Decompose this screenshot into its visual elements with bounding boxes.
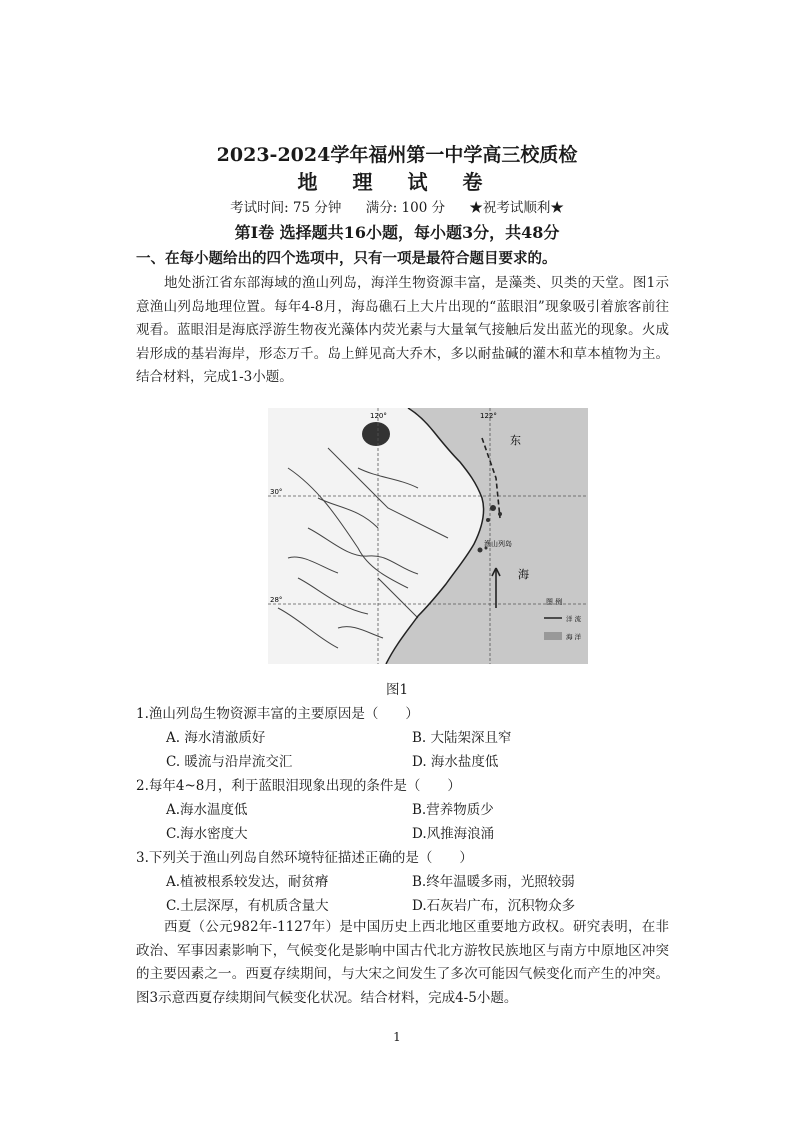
sea-label-2: 海 [518,568,529,581]
section-heading: 第Ⅰ卷 选择题共16小题，每小题3分，共48分 [234,223,560,242]
q1-option-b[interactable]: B. 大陆架深且窄 [412,730,512,746]
map-svg [268,408,588,664]
instruction: 一、在每小题给出的四个选项中，只有一项是最符合题目要求的。 [136,250,557,267]
exam-score: 满分: 100 分 [365,200,446,216]
q3-option-b[interactable]: B.终年温暖多雨，光照较弱 [412,874,575,890]
lon-122-label: 122° [480,412,497,420]
q2-option-a[interactable]: A.海水温度低 [166,802,248,818]
lat-28-label: 28° [270,596,283,604]
lake [362,422,390,446]
exam-subtitle: 地 理 试 卷 [297,170,497,194]
q1-option-d[interactable]: D. 海水盐度低 [412,754,499,770]
q2-option-b[interactable]: B.营养物质少 [412,802,494,818]
q3-option-c[interactable]: C.土层深厚，有机质含量大 [166,898,329,914]
exam-wish: ★祝考试顺利★ [469,200,564,216]
legend-sea-label: 海 洋 [566,633,582,641]
page-number: 1 [393,1030,401,1044]
question-3: 3.下列关于渔山列岛自然环境特征描述正确的是（ ） [136,850,473,866]
passage-1: 地处浙江省东部海域的渔山列岛，海洋生物资源丰富，是藻类、贝类的天堂。图1示意渔山列岛地理位置。每年4-8月，海岛礁石上大片出现的“蓝眼泪”现象吸引着旅客前往观看。蓝眼泪是海底浮游生物夜光藻体内荧光素与大量氧气接触后发出蓝光的现象。火成岩形成的基岩海岸，形态万千。岛上鲜见高大乔木，多以耐盐碱的灌木和草本植物为主。结合材料，完成1-3小题。 [136,275,669,385]
exam-time: 考试时间: 75 分钟 [230,200,342,216]
lat-30-label: 30° [270,488,283,496]
exam-meta [0,196,794,216]
passage-2: 西夏（公元982年-1127年）是中国历史上西北地区重要地方政权。研究表明，在非政治、军事因素影响下，气候变化是影响中国古代北方游牧民族地区与南方中原地区冲突的主要因素之一。西夏存续期间，与大宋之间发生了多次可能因气候变化而产生的冲突。图3示意西夏存续期间气候变化状况。结合材料，完成4-5小题。 [136,919,669,1006]
q1-option-a[interactable]: A. 海水清澈质好 [166,730,266,746]
q1-option-c[interactable]: C. 暖流与沿岸流交汇 [166,754,293,770]
map-figure [268,408,588,664]
legend-title: 图 例 [546,598,563,606]
exam-title: 2023-2024学年福州第一中学高三校质检 [216,144,578,166]
lon-120-label: 120° [370,412,387,420]
q3-option-d[interactable]: D.石灰岩广布，沉积物众多 [412,898,576,914]
sea-label: 东 [510,434,521,447]
q3-option-a[interactable]: A.植被根系较发达，耐贫瘠 [166,874,329,890]
question-1: 1.渔山列岛生物资源丰富的主要原因是（ ） [136,706,419,722]
legend-current-label: 洋 流 [566,615,582,623]
figure-caption: 图1 [385,682,409,698]
q2-option-d[interactable]: D.风推海浪涌 [412,826,495,842]
legend-sea-swatch [544,632,562,640]
q2-option-c[interactable]: C.海水密度大 [166,826,248,842]
question-2: 2.每年4~8月，利于蓝眼泪现象出现的条件是（ ） [136,778,461,794]
island-label: 渔山列岛 [484,540,512,548]
